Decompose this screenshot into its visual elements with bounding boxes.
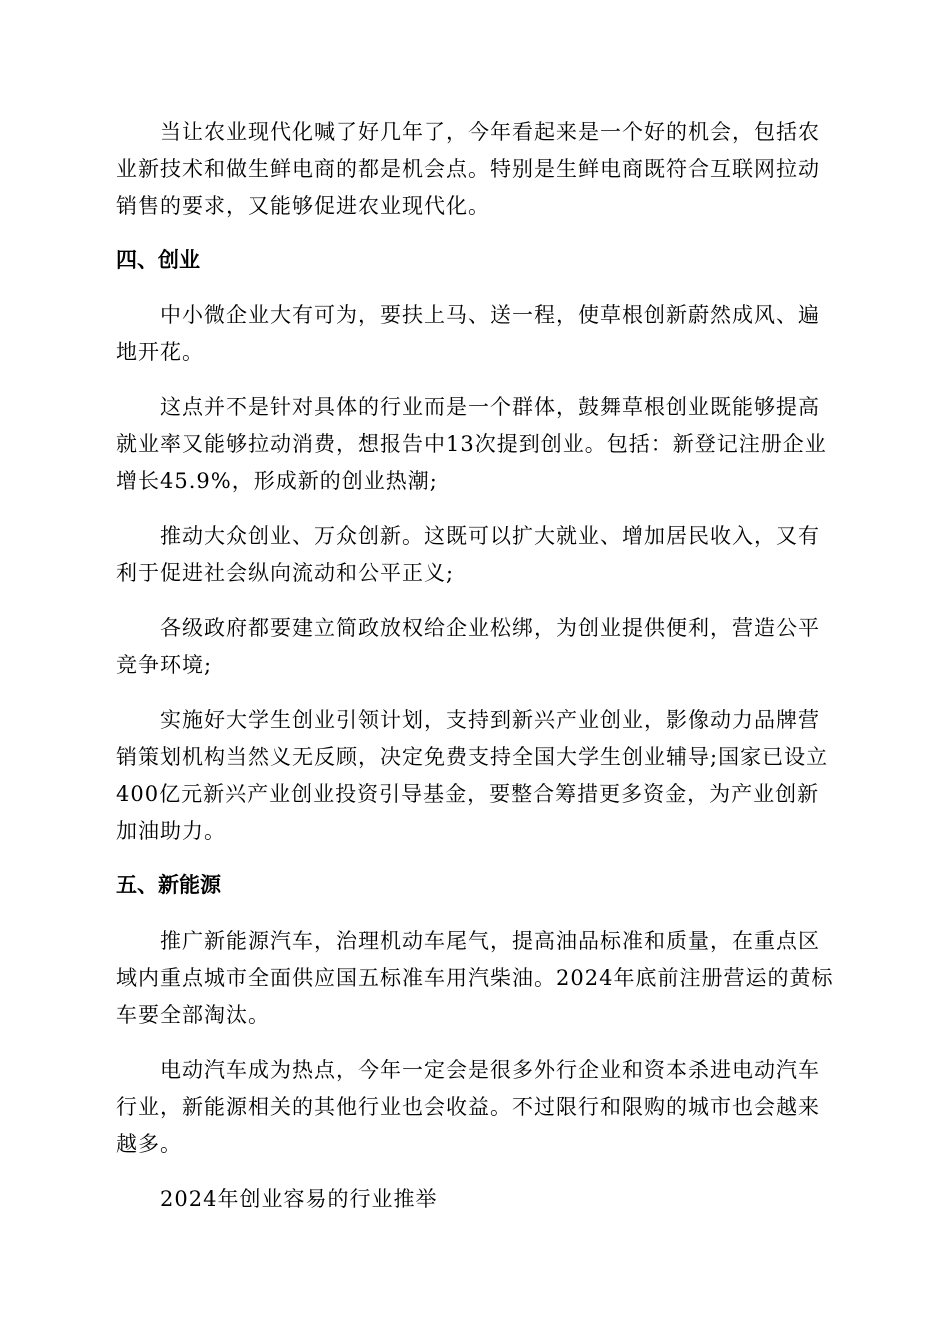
paragraph-industry-recommendation: 2024年创业容易的行业推举 <box>160 1187 438 1211</box>
paragraph-smes: 中小微企业大有可为，要扶上马、送一程，使草根创新蔚然成风、遍地开花。 <box>116 303 820 364</box>
paragraph-government: 各级政府都要建立简政放权给企业松绑，为创业提供便利，营造公平竞争环境; <box>116 616 820 677</box>
paragraph-electric-cars: 电动汽车成为热点，今年一定会是很多外行企业和资本杀进电动汽车行业，新能源相关的其他行业也会收益。不过限行和限购的城市也会越来越多。 <box>116 1058 820 1156</box>
heading-new-energy: 五、新能源 <box>116 873 221 897</box>
paragraph-agriculture: 当让农业现代化喊了好几年了，今年看起来是一个好的机会，包括农业新技术和做生鲜电商的都是机会点。特别是生鲜电商既符合互联网拉动销售的要求，又能够促进农业现代化。 <box>116 120 820 218</box>
paragraph-students: 实施好大学生创业引领计划，支持到新兴产业创业，影像动力品牌营销策划机构当然义无反顾，决定免费支持全国大学生创业辅导;国家已设立400亿元新兴产业创业投资引导基金，要整合筹措更多资金，为产业创新加油助力。 <box>116 708 829 843</box>
paragraph-grassroots: 这点并不是针对具体的行业而是一个群体，鼓舞草根创业既能够提高就业率又能够拉动消费，想报告中13次提到创业。包括：新登记注册企业增长45.9%，形成新的创业热潮; <box>116 395 827 493</box>
paragraph-new-energy-vehicles: 推广新能源汽车，治理机动车尾气，提高油品标准和质量，在重点区域内重点城市全面供应国五标准车用汽柴油。2024年底前注册营运的黄标车要全部淘汰。 <box>116 929 834 1027</box>
heading-entrepreneurship: 四、创业 <box>116 248 200 272</box>
paragraph-mass-innovation: 推动大众创业、万众创新。这既可以扩大就业、增加居民收入，又有利于促进社会纵向流动和公平正义; <box>116 524 820 585</box>
